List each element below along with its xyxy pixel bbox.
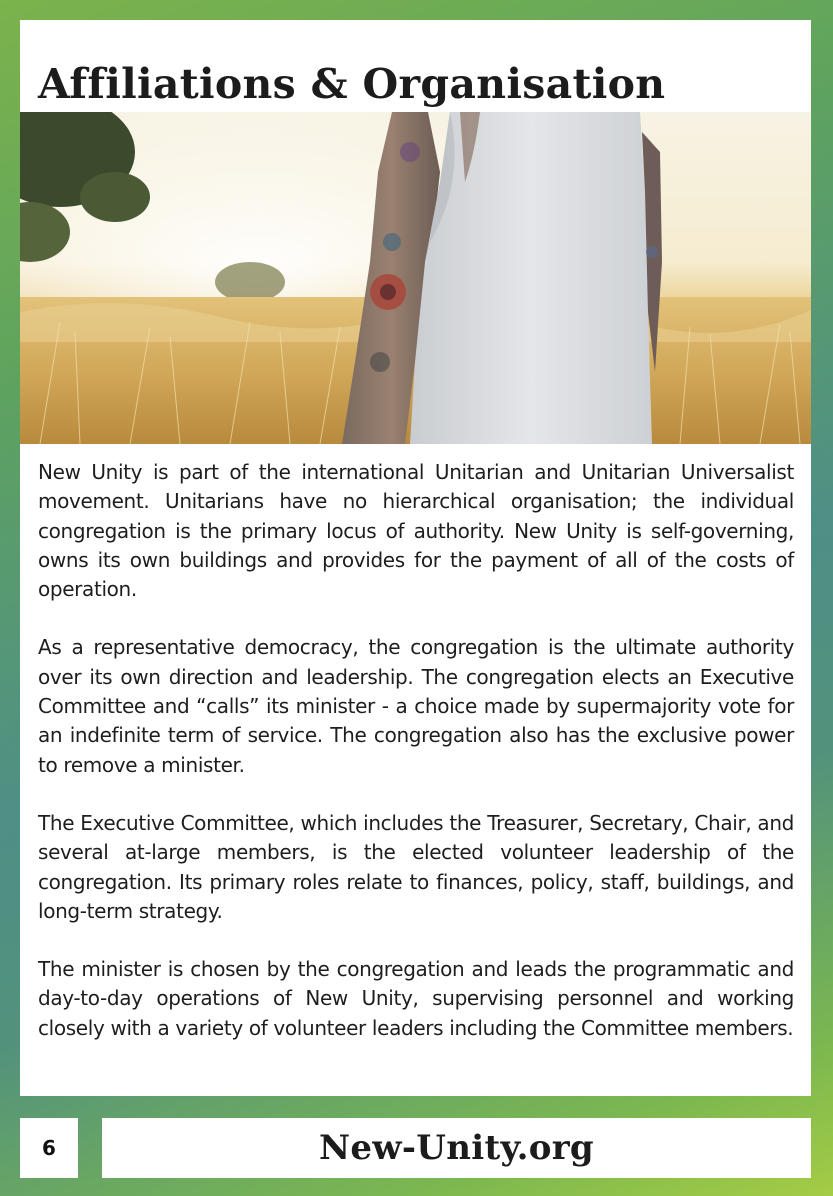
paragraph-democracy: As a representative democracy, the congregation is the ultimate authority over its own direction and leadership. The congregation elects an Executive Committee and “calls” its minister - a choice made by supermajority vote for an indefinite term of service. The congregation also has the exclusive power to remove a minister. [38, 635, 794, 777]
footer-url-box [102, 1118, 811, 1178]
paragraph-affiliation: New Unity is part of the international Unitarian and Unitarian Universalist movement. Unitarians have no hierarchical organisation; the individual congregation is the primary locus of authority. New Unity is self-governing, owns its own buildings and provides for the payment of all of the costs of operation. [38, 460, 794, 602]
content-panel [20, 20, 811, 1096]
footer-url: New-Unity.org [318, 1128, 595, 1168]
page-title: Affiliations & Organisation [38, 60, 666, 108]
photo-illustration [20, 112, 811, 444]
paragraph-executive-committee: The Executive Committee, which includes the Treasurer, Secretary, Chair, and several at-large members, is the elected volunteer leadership of the congregation. Its primary roles relate to finances, policy, staff, buildings, and long-term strategy. [38, 810, 794, 923]
header-photo [20, 112, 811, 444]
paragraph-minister: The minister is chosen by the congregation and leads the programmatic and day-to-day operations of New Unity, supervising personnel and working closely with a variety of volunteer leaders including the Committee members. [38, 957, 794, 1040]
page-number: 6 [42, 1136, 56, 1160]
page-number-box [20, 1118, 78, 1178]
body-text [38, 458, 794, 1072]
